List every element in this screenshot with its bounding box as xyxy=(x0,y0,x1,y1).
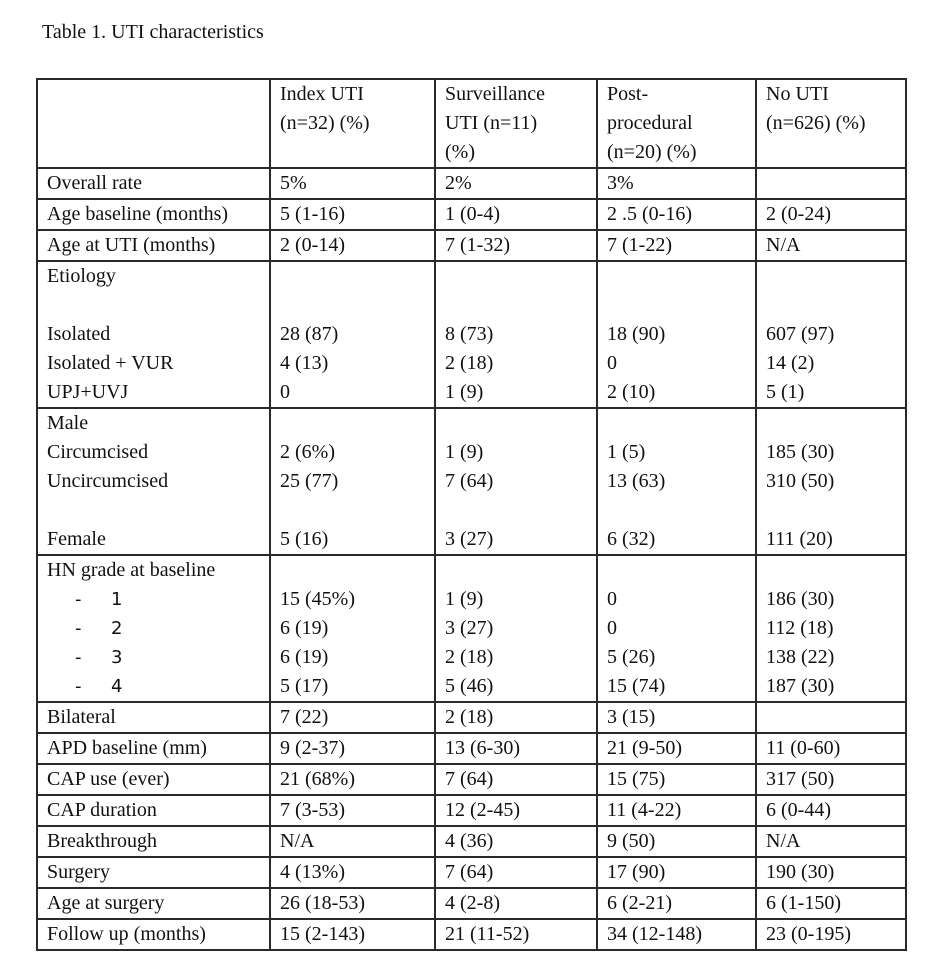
group-label: HN grade at baseline xyxy=(47,559,216,581)
table-row-group-sex xyxy=(37,408,906,555)
row-label xyxy=(37,408,270,555)
cell: 1 (5) 13 (63) 6 (32) xyxy=(597,408,756,555)
row-label xyxy=(37,555,270,702)
row-label: Age at UTI (months) xyxy=(37,230,270,261)
cell: 18 (90) 0 2 (10) xyxy=(597,261,756,408)
cell: 7 (22) xyxy=(270,702,435,733)
header-cell-empty xyxy=(37,79,270,168)
header-cell-surveillance-uti: Surveillance UTI (n=11) (%) xyxy=(435,79,597,168)
cell: 12 (2-45) xyxy=(435,795,597,826)
cell: 2 (18) xyxy=(435,702,597,733)
cell: 190 (30) xyxy=(756,857,906,888)
cell: 7 (1-22) xyxy=(597,230,756,261)
cell: 5 (1-16) xyxy=(270,199,435,230)
row-label: Follow up (months) xyxy=(37,919,270,950)
cell: 7 (64) xyxy=(435,764,597,795)
row-label: Breakthrough xyxy=(37,826,270,857)
row-label: Age at surgery xyxy=(37,888,270,919)
group-label: Male xyxy=(47,412,89,434)
cell xyxy=(756,168,906,199)
table-row-group-etiology xyxy=(37,261,906,408)
row-label: Bilateral xyxy=(37,702,270,733)
header-cell-index-uti: Index UTI (n=32) (%) xyxy=(270,79,435,168)
table-row xyxy=(37,702,906,733)
header-cell-post-procedural: Post- procedural (n=20) (%) xyxy=(597,79,756,168)
cell: N/A xyxy=(270,826,435,857)
row-label: CAP use (ever) xyxy=(37,764,270,795)
sub-label: UPJ+UVJ xyxy=(47,381,129,403)
row-label: Age baseline (months) xyxy=(37,199,270,230)
cell: 4 (36) xyxy=(435,826,597,857)
uti-characteristics-table xyxy=(36,78,907,951)
header-cell-no-uti: No UTI (n=626) (%) xyxy=(756,79,906,168)
row-label: Surgery xyxy=(37,857,270,888)
cell: 4 (13%) xyxy=(270,857,435,888)
bullet-dash: - xyxy=(75,676,82,697)
header-row xyxy=(37,79,906,168)
cell: 11 (0-60) xyxy=(756,733,906,764)
cell: 23 (0-195) xyxy=(756,919,906,950)
table-row xyxy=(37,733,906,764)
cell: 9 (50) xyxy=(597,826,756,857)
cell: 185 (30) 310 (50) 111 (20) xyxy=(756,408,906,555)
cell: 7 (64) xyxy=(435,857,597,888)
table-row xyxy=(37,888,906,919)
cell: 5% xyxy=(270,168,435,199)
cell: 11 (4-22) xyxy=(597,795,756,826)
cell: N/A xyxy=(756,230,906,261)
cell: 21 (11-52) xyxy=(435,919,597,950)
cell: 3 (15) xyxy=(597,702,756,733)
cell: 607 (97) 14 (2) 5 (1) xyxy=(756,261,906,408)
sub-label: Female xyxy=(47,528,106,550)
cell: 186 (30) 112 (18) 138 (22) 187 (30) xyxy=(756,555,906,702)
row-label: Overall rate xyxy=(37,168,270,199)
row-label xyxy=(37,261,270,408)
cell: 4 (2-8) xyxy=(435,888,597,919)
row-label: CAP duration xyxy=(37,795,270,826)
cell: 0 0 5 (26) 15 (74) xyxy=(597,555,756,702)
cell: 15 (45%) 6 (19) 6 (19) 5 (17) xyxy=(270,555,435,702)
sub-label: Isolated xyxy=(47,323,111,345)
row-label: APD baseline (mm) xyxy=(37,733,270,764)
sub-label: Circumcised xyxy=(47,441,149,463)
cell: 34 (12-148) xyxy=(597,919,756,950)
table-row xyxy=(37,795,906,826)
cell: 15 (75) xyxy=(597,764,756,795)
cell: 28 (87) 4 (13) 0 xyxy=(270,261,435,408)
cell: 317 (50) xyxy=(756,764,906,795)
cell: 13 (6-30) xyxy=(435,733,597,764)
bullet-dash: - xyxy=(75,618,82,639)
cell: 6 (2-21) xyxy=(597,888,756,919)
sub-label: 4 xyxy=(111,676,123,697)
cell: 2% xyxy=(435,168,597,199)
cell: 6 (1-150) xyxy=(756,888,906,919)
cell: 3% xyxy=(597,168,756,199)
cell: 2 (6%) 25 (77) 5 (16) xyxy=(270,408,435,555)
cell: N/A xyxy=(756,826,906,857)
cell: 2 (0-14) xyxy=(270,230,435,261)
table-row xyxy=(37,199,906,230)
table-row-group-hn-grade xyxy=(37,555,906,702)
group-label: Etiology xyxy=(47,265,116,287)
sub-label: Isolated + VUR xyxy=(47,352,174,374)
bullet-dash: - xyxy=(75,589,82,610)
cell: 7 (3-53) xyxy=(270,795,435,826)
cell: 2 (0-24) xyxy=(756,199,906,230)
table-row xyxy=(37,857,906,888)
table-row xyxy=(37,168,906,199)
cell: 1 (9) 3 (27) 2 (18) 5 (46) xyxy=(435,555,597,702)
cell: 2 .5 (0-16) xyxy=(597,199,756,230)
sub-label: 2 xyxy=(111,618,123,639)
cell: 1 (9) 7 (64) 3 (27) xyxy=(435,408,597,555)
table-caption: Table 1. UTI characteristics xyxy=(42,21,264,43)
sub-label: Uncircumcised xyxy=(47,470,169,492)
cell xyxy=(756,702,906,733)
sub-label: 1 xyxy=(111,589,123,610)
cell: 7 (1-32) xyxy=(435,230,597,261)
cell: 21 (68%) xyxy=(270,764,435,795)
cell: 17 (90) xyxy=(597,857,756,888)
table-row xyxy=(37,826,906,857)
cell: 15 (2-143) xyxy=(270,919,435,950)
table-row xyxy=(37,919,906,950)
table-row xyxy=(37,764,906,795)
cell: 21 (9-50) xyxy=(597,733,756,764)
cell: 26 (18-53) xyxy=(270,888,435,919)
cell: 9 (2-37) xyxy=(270,733,435,764)
cell: 1 (0-4) xyxy=(435,199,597,230)
sub-label: 3 xyxy=(111,647,123,668)
cell: 8 (73) 2 (18) 1 (9) xyxy=(435,261,597,408)
table-row xyxy=(37,230,906,261)
cell: 6 (0-44) xyxy=(756,795,906,826)
bullet-dash: - xyxy=(75,647,82,668)
